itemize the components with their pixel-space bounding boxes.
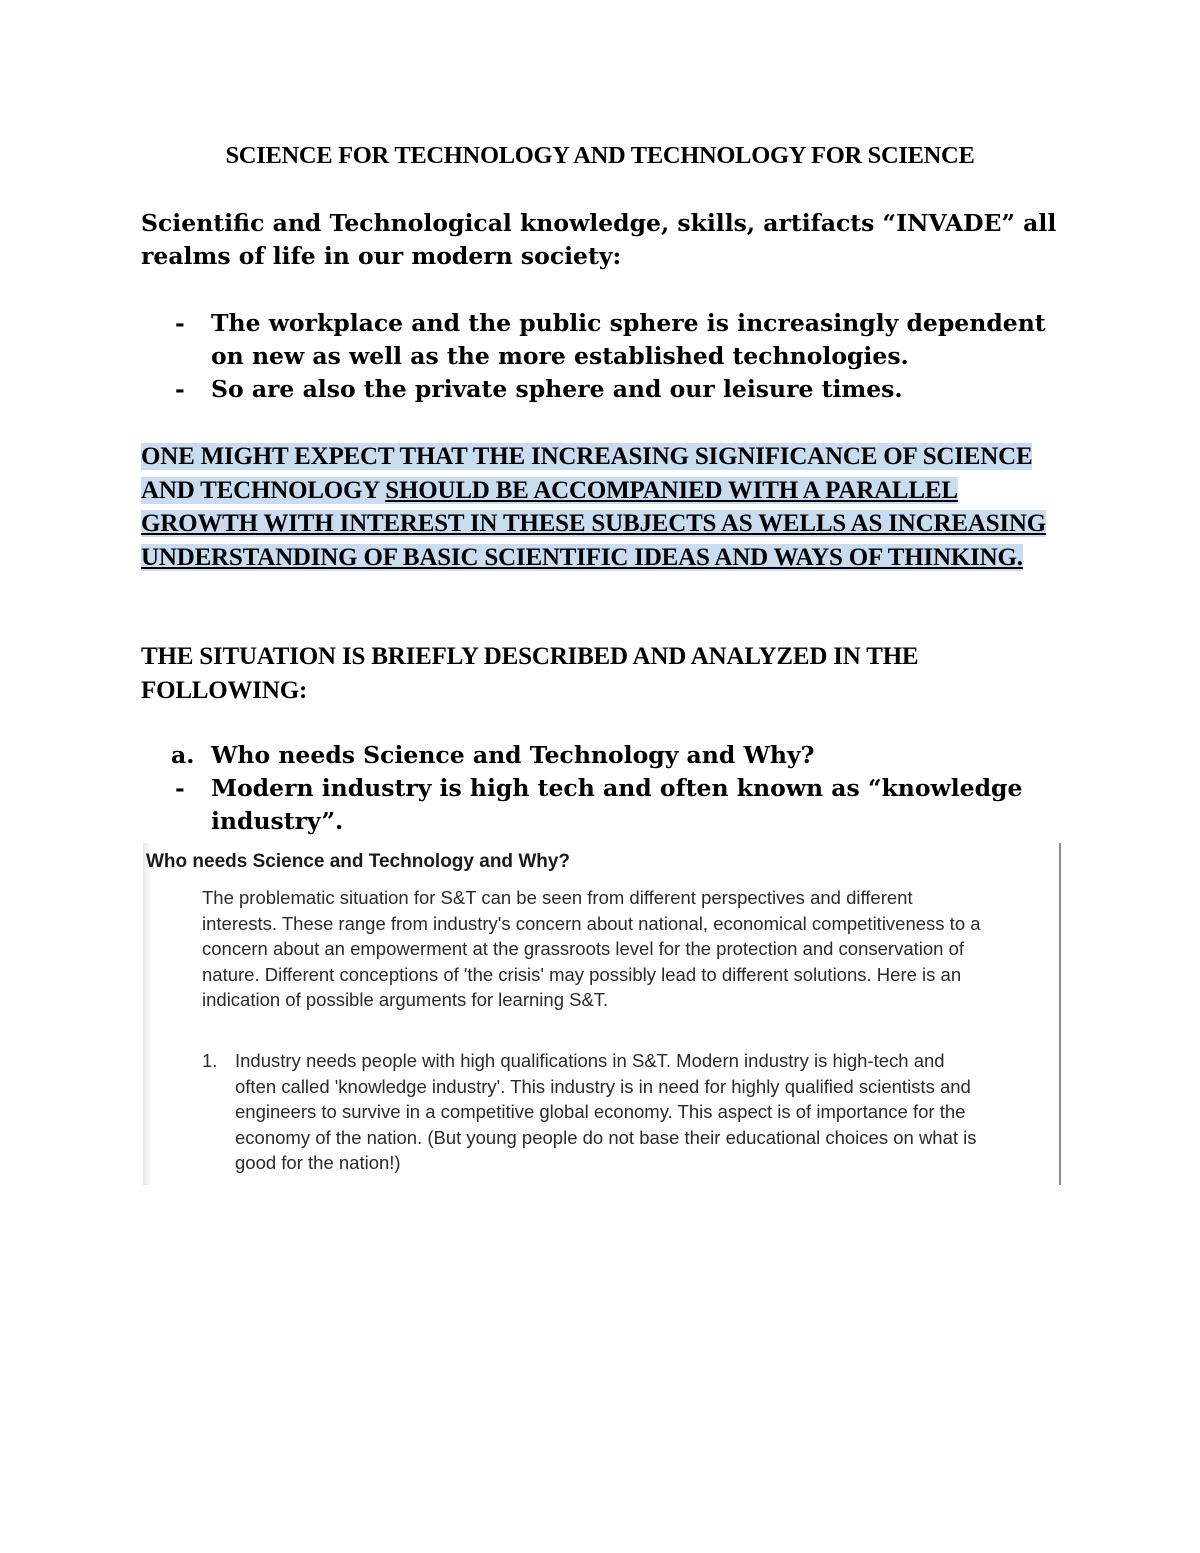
embedded-excerpt-image: [143, 843, 1061, 1185]
intro-paragraph: Scientific and Technological knowledge, skills, artifacts “INVADE” all realms of life in our modern society:: [141, 209, 1057, 270]
list-item-text: The workplace and the public sphere is increasingly dependent on new as well as the more established technologies.: [211, 309, 1046, 370]
list-item-text: Modern industry is high tech and often known as “knowledge industry”.: [211, 774, 1023, 835]
highlighted-statement: [141, 440, 1061, 574]
bullet-list-1: [141, 307, 1061, 406]
excerpt-heading: Who needs Science and Technology and Why?: [146, 851, 571, 872]
highlight-text-part1: ONE MIGHT EXPECT THAT THE INCREASING SIGNIFICANCE OF SCIENCE AND TECHNOLOGY: [141, 443, 1033, 504]
bullet-marker: -: [175, 375, 185, 403]
bullet-marker: -: [175, 774, 185, 802]
excerpt-item-text: Industry needs people with high qualifications in S&T. Modern industry is high-tech and often called 'knowledge industry'. This industry is in need for highly qualified scientists and engineers to survive in a competitive global economy. This aspect is of importance for the economy of the nation. (But young people do not base their educational choices on what is good for the nation!): [235, 1050, 977, 1174]
excerpt-item-number: 1.: [202, 1050, 218, 1071]
page-title: SCIENCE FOR TECHNOLOGY AND TECHNOLOGY FOR SCIENCE: [225, 142, 975, 169]
list-item-text: So are also the private sphere and our leisure times.: [211, 375, 903, 403]
list-item: [141, 307, 1061, 373]
situation-heading: THE SITUATION IS BRIEFLY DESCRIBED AND ANALYZED IN THE FOLLOWING:: [141, 643, 919, 704]
list-item-text: Who needs Science and Technology and Why?: [211, 741, 815, 769]
list-marker: a.: [171, 741, 195, 769]
bullet-marker: -: [175, 309, 185, 337]
list-item: [141, 373, 1061, 406]
excerpt-left-shadow: [143, 843, 151, 1185]
excerpt-right-border: [1059, 843, 1061, 1185]
list-item: [141, 739, 1061, 772]
excerpt-numbered-item: [202, 1048, 1002, 1176]
bullet-list-2: [141, 739, 1061, 838]
highlight-text-underlined: SHOULD BE ACCOMPANIED WITH A PARALLEL GROWTH WITH INTEREST IN THESE SUBJECTS AS WELLS AS INCREASING UNDERSTANDING OF BASIC SCIENTIFIC IDEAS AND WAYS OF THINKING.: [141, 476, 1047, 571]
list-item: [141, 772, 1061, 838]
excerpt-paragraph: The problematic situation for S&T can be seen from different perspectives and different interests. These range from industry's concern about national, economical competitiveness to a concern about an empowerment at the grassroots level for the protection and conservation of nature. Different conceptions of 'the crisis' may possibly lead to different solutions. Here is an indication of possible arguments for learning S&T.: [202, 887, 981, 1011]
